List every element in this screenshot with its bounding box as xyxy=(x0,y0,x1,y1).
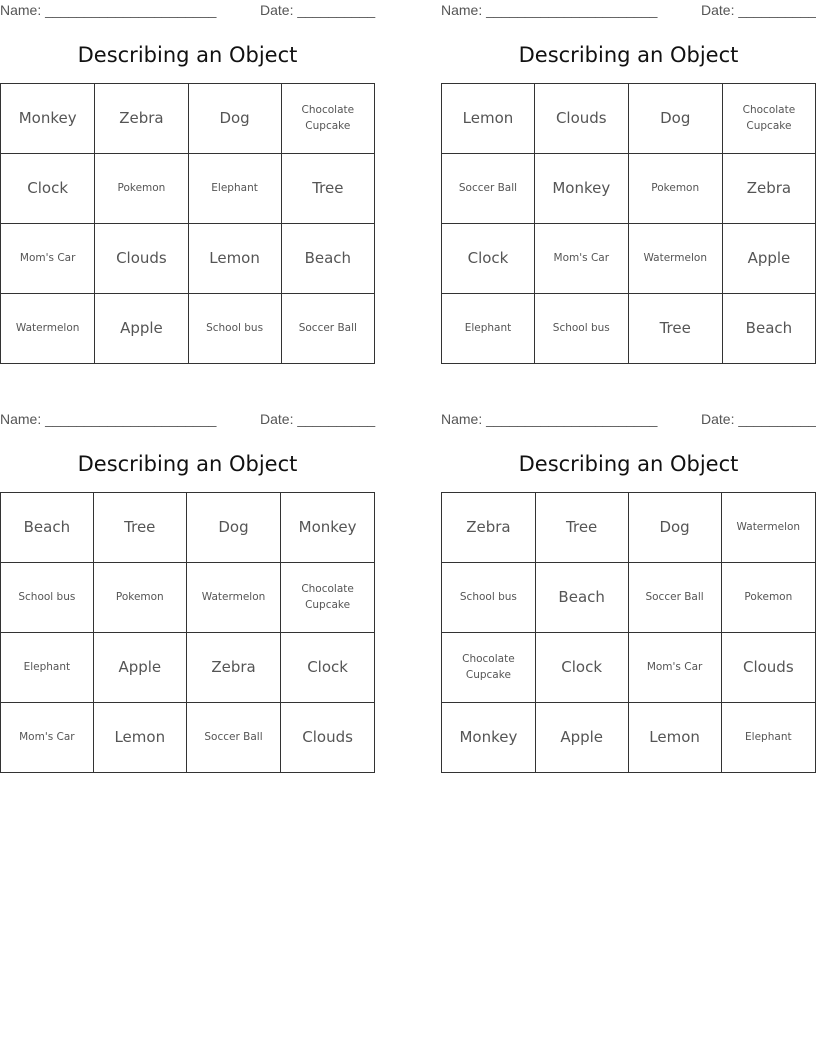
grid-cell: School bus xyxy=(1,563,94,633)
grid-cell: Lemon xyxy=(442,84,535,154)
grid-row xyxy=(442,633,816,703)
grid-row xyxy=(1,294,375,364)
bingo-grid xyxy=(0,83,375,364)
grid-cell: Tree xyxy=(93,493,186,563)
grid-cell: Lemon xyxy=(188,224,281,294)
grid-cell: Chocolate Cupcake xyxy=(281,84,374,154)
grid-cell: Apple xyxy=(722,224,815,294)
card-title: Describing an Object xyxy=(518,452,739,476)
grid-cell: Beach xyxy=(722,294,815,364)
grid-cell: Chocolate Cupcake xyxy=(281,563,375,633)
grid-row xyxy=(442,84,816,154)
grid-cell: Elephant xyxy=(188,154,281,224)
grid-cell: Mom's Car xyxy=(628,633,721,703)
grid-row xyxy=(442,703,816,773)
grid-cell: Zebra xyxy=(722,154,815,224)
grid-cell: Pokemon xyxy=(721,563,815,633)
grid-row xyxy=(442,154,816,224)
grid-cell: Chocolate Cupcake xyxy=(442,633,536,703)
card-title: Describing an Object xyxy=(518,43,739,67)
grid-cell: Soccer Ball xyxy=(281,294,374,364)
date-field: Date: __________ xyxy=(260,411,376,427)
grid-cell: Soccer Ball xyxy=(186,703,280,773)
grid-cell: Lemon xyxy=(93,703,186,773)
name-field: Name: ______________________ xyxy=(0,411,217,427)
grid-cell: Mom's Car xyxy=(1,224,95,294)
grid-cell: Lemon xyxy=(628,703,721,773)
bingo-card-2 xyxy=(441,0,816,372)
grid-cell: Zebra xyxy=(95,84,188,154)
grid-row xyxy=(1,563,375,633)
grid-cell: Clock xyxy=(1,154,95,224)
grid-row xyxy=(442,224,816,294)
grid-cell: School bus xyxy=(442,563,536,633)
name-field: Name: ______________________ xyxy=(0,2,217,18)
bingo-grid xyxy=(441,492,816,773)
card-title: Describing an Object xyxy=(77,43,298,67)
grid-cell: Clock xyxy=(442,224,535,294)
grid-cell: Chocolate Cupcake xyxy=(722,84,815,154)
date-field: Date: __________ xyxy=(701,411,816,427)
grid-cell: Monkey xyxy=(442,703,536,773)
grid-cell: Clouds xyxy=(281,703,375,773)
bingo-grid xyxy=(441,83,816,364)
grid-cell: Elephant xyxy=(1,633,94,703)
bingo-card-3 xyxy=(0,409,375,781)
grid-row xyxy=(1,633,375,703)
grid-cell: Apple xyxy=(95,294,188,364)
grid-row xyxy=(1,154,375,224)
grid-cell: Dog xyxy=(628,84,722,154)
date-field: Date: __________ xyxy=(701,2,816,18)
bingo-card-4 xyxy=(441,409,816,781)
grid-cell: Zebra xyxy=(186,633,280,703)
name-field: Name: ______________________ xyxy=(441,2,658,18)
grid-cell: Monkey xyxy=(534,154,628,224)
grid-row xyxy=(1,703,375,773)
grid-cell: Beach xyxy=(535,563,628,633)
grid-cell: Tree xyxy=(628,294,722,364)
grid-cell: School bus xyxy=(188,294,281,364)
grid-cell: Tree xyxy=(535,493,628,563)
grid-cell: Pokemon xyxy=(628,154,722,224)
grid-cell: Clouds xyxy=(95,224,188,294)
grid-cell: Watermelon xyxy=(1,294,95,364)
grid-cell: Beach xyxy=(281,224,374,294)
grid-row xyxy=(442,294,816,364)
grid-row xyxy=(1,224,375,294)
grid-cell: Elephant xyxy=(721,703,815,773)
date-field: Date: __________ xyxy=(260,2,376,18)
grid-cell: Dog xyxy=(186,493,280,563)
grid-cell: Watermelon xyxy=(721,493,815,563)
grid-cell: Watermelon xyxy=(628,224,722,294)
grid-cell: Dog xyxy=(188,84,281,154)
grid-cell: Pokemon xyxy=(93,563,186,633)
grid-cell: Clock xyxy=(535,633,628,703)
grid-cell: Monkey xyxy=(1,84,95,154)
bingo-card-1 xyxy=(0,0,375,372)
grid-cell: Tree xyxy=(281,154,374,224)
grid-row xyxy=(442,563,816,633)
grid-cell: Clouds xyxy=(534,84,628,154)
grid-cell: Soccer Ball xyxy=(628,563,721,633)
grid-cell: Dog xyxy=(628,493,721,563)
name-field: Name: ______________________ xyxy=(441,411,658,427)
grid-cell: Elephant xyxy=(442,294,535,364)
grid-row xyxy=(1,493,375,563)
grid-row xyxy=(1,84,375,154)
grid-cell: School bus xyxy=(534,294,628,364)
card-title: Describing an Object xyxy=(77,452,298,476)
grid-cell: Clock xyxy=(281,633,375,703)
grid-cell: Pokemon xyxy=(95,154,188,224)
grid-cell: Apple xyxy=(535,703,628,773)
grid-row xyxy=(442,493,816,563)
grid-cell: Soccer Ball xyxy=(442,154,535,224)
grid-cell: Watermelon xyxy=(186,563,280,633)
grid-cell: Mom's Car xyxy=(534,224,628,294)
grid-cell: Monkey xyxy=(281,493,375,563)
grid-cell: Beach xyxy=(1,493,94,563)
grid-cell: Zebra xyxy=(442,493,536,563)
grid-cell: Mom's Car xyxy=(1,703,94,773)
bingo-grid xyxy=(0,492,375,773)
grid-cell: Apple xyxy=(93,633,186,703)
grid-cell: Clouds xyxy=(721,633,815,703)
